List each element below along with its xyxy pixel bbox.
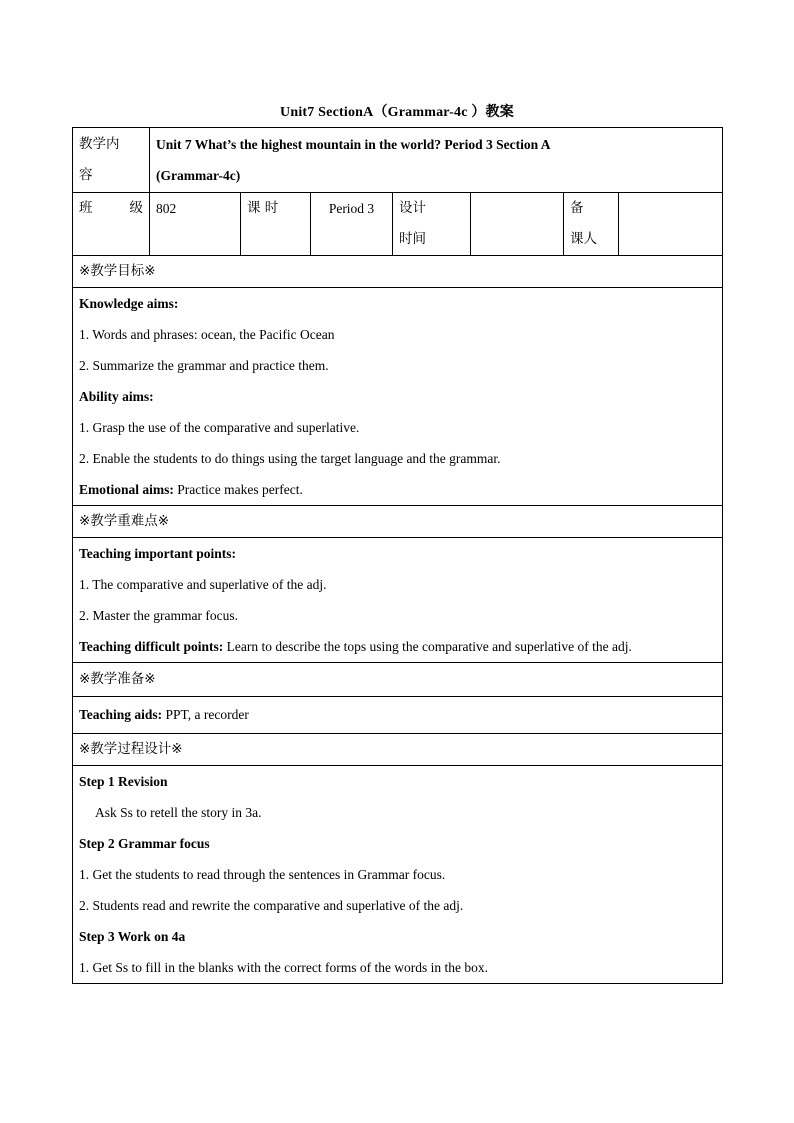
content-line-1: Unit 7 What’s the highest mountain in the world? Period 3 Section A — [156, 137, 551, 152]
step2-item: 1. Get the students to read through the sentences in Grammar focus. — [79, 867, 446, 882]
class-label — [79, 193, 143, 224]
design-time-label-line-1: 设计 — [399, 200, 426, 216]
preparation-content-row — [73, 697, 723, 734]
emotional-aims-text: Practice makes perfect. — [173, 482, 303, 497]
preparer-label-line-2: 课人 — [570, 231, 597, 247]
difficult-points-heading: Teaching difficult points: — [79, 639, 224, 654]
preparation-heading: ※教学准备※ — [73, 663, 723, 697]
class-label-char-1: 班 — [79, 200, 93, 216]
objectives-heading: ※教学目标※ — [73, 256, 723, 288]
class-label-cell — [73, 193, 150, 256]
key-points-heading-row — [73, 506, 723, 538]
content-label-line-1: 教学内 — [79, 136, 120, 152]
document-title: Unit7 SectionA（Grammar-4c ）教案 — [280, 105, 514, 120]
difficult-points — [79, 631, 716, 662]
step2-heading: Step 2 Grammar focus — [79, 836, 210, 851]
ability-item: 1. Grasp the use of the comparative and superlative. — [79, 420, 360, 435]
knowledge-item: 1. Words and phrases: ocean, the Pacific Ocean — [79, 327, 335, 342]
step3-item: 1. Get Ss to fill in the blanks with the correct forms of the words in the box. — [79, 960, 489, 975]
teaching-aids — [79, 697, 716, 733]
emotional-aims-heading: Emotional aims: — [79, 482, 174, 497]
content-label-line-2: 容 — [79, 167, 93, 183]
important-point-item: 1. The comparative and superlative of the adj. — [79, 577, 327, 592]
class-label-char-2: 级 — [129, 200, 143, 216]
key-points-content — [73, 538, 723, 663]
content-row — [73, 128, 723, 193]
content-value-cell — [150, 128, 723, 193]
content-line-2: (Grammar-4c) — [156, 168, 241, 183]
class-info-row — [73, 193, 723, 256]
lesson-plan-table — [72, 127, 723, 984]
ability-aims-heading: Ability aims: — [79, 389, 154, 404]
difficult-points-text: Learn to describe the tops using the comparative and superlative of the adj. — [223, 639, 632, 654]
preparation-content — [73, 697, 723, 734]
preparer-label-cell — [564, 193, 619, 256]
important-point-item: 2. Master the grammar focus. — [79, 608, 238, 623]
step3-heading: Step 3 Work on 4a — [79, 929, 186, 944]
objectives-content-row — [73, 288, 723, 506]
content-label-cell — [73, 128, 150, 193]
process-heading: ※教学过程设计※ — [73, 734, 723, 766]
process-content — [73, 766, 723, 984]
design-time-label-cell — [393, 193, 471, 256]
period-label: 课 时 — [241, 193, 311, 256]
key-points-heading: ※教学重难点※ — [73, 506, 723, 538]
class-value: 802 — [150, 193, 241, 256]
step1-heading: Step 1 Revision — [79, 774, 168, 789]
period-value: Period 3 — [311, 193, 393, 256]
design-time-label-line-2: 时间 — [399, 231, 426, 247]
ability-item: 2. Enable the students to do things using the target language and the grammar. — [79, 451, 501, 466]
step1-text: Ask Ss to retell the story in 3a. — [95, 805, 262, 820]
key-points-content-row — [73, 538, 723, 663]
preparation-heading-row — [73, 663, 723, 697]
process-content-row — [73, 766, 723, 984]
objectives-heading-row — [73, 256, 723, 288]
knowledge-item: 2. Summarize the grammar and practice them. — [79, 358, 329, 373]
teaching-aids-text: PPT, a recorder — [162, 707, 249, 722]
knowledge-aims-heading: Knowledge aims: — [79, 296, 179, 311]
teaching-aids-heading: Teaching aids: — [79, 707, 163, 722]
design-time-value — [471, 193, 564, 256]
emotional-aims — [79, 474, 716, 505]
step2-item: 2. Students read and rewrite the comparative and superlative of the adj. — [79, 898, 464, 913]
preparer-value — [619, 193, 723, 256]
preparer-label-line-1: 备 — [570, 200, 584, 216]
process-heading-row — [73, 734, 723, 766]
objectives-content — [73, 288, 723, 506]
important-points-heading: Teaching important points: — [79, 546, 237, 561]
